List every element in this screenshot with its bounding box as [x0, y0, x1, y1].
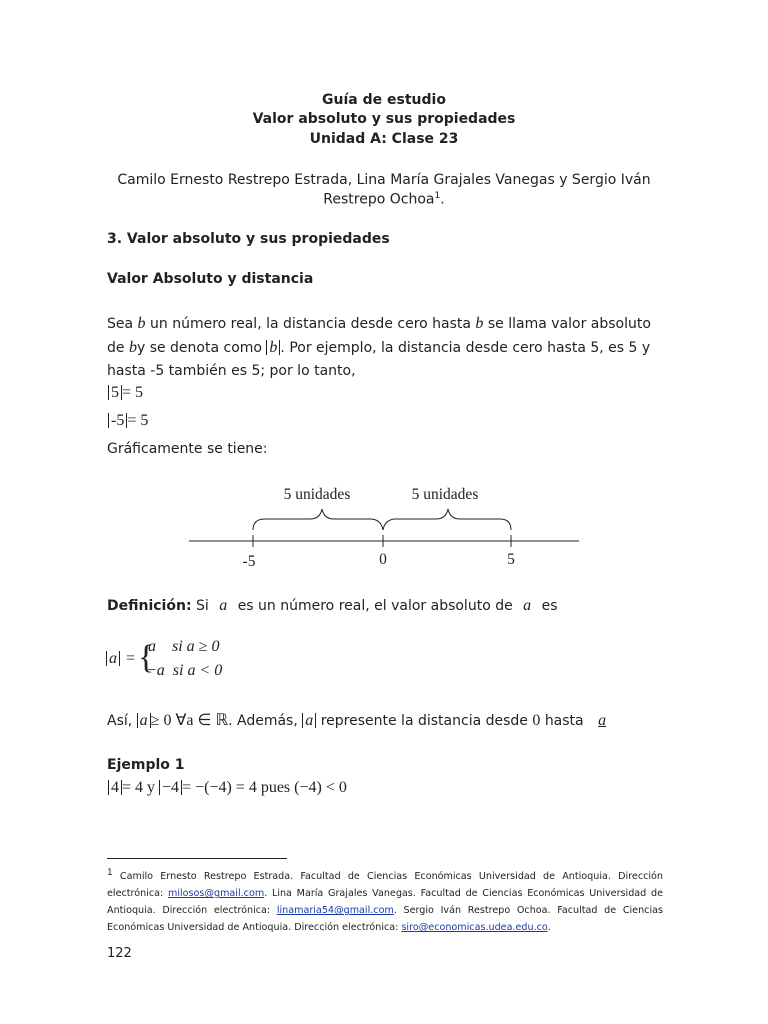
example-title: Ejemplo 1 [107, 757, 185, 773]
brace-left-label: 5 unidades [283, 486, 351, 503]
graph-intro-text: Gráficamente se tiene: [107, 441, 268, 457]
subsection-heading: Valor Absoluto y distancia [107, 271, 314, 287]
page-number: 122 [107, 946, 132, 961]
footnote-ref[interactable]: 1 [434, 191, 441, 201]
number-line-figure [180, 478, 590, 574]
doc-subtitle: Valor absoluto y sus propiedades [252, 111, 516, 127]
email-link-linamaria[interactable]: linamaria54@gmail.com [276, 905, 394, 917]
abs-b: b [266, 340, 280, 355]
brace-right-label: 5 unidades [411, 486, 479, 503]
definition-line: Definición: Si a es un número real, el valor absoluto de a es [107, 597, 558, 614]
equation-abs-neg5: -5 = 5 [108, 412, 148, 430]
brace-right [383, 509, 511, 530]
email-link-siro[interactable]: siro@economicas.udea.edu.co [401, 922, 548, 934]
definition-formula: a = { a si a ≥ 0 −a si a < 0 [106, 638, 306, 682]
footnote-separator [107, 858, 287, 859]
email-link-milosos[interactable]: milosos@gmail.com [167, 888, 265, 900]
authors-line1: Camilo Ernesto Restrepo Estrada, Lina María Grajales Vanegas y Sergio Iván [117, 172, 651, 188]
tick-label-neg5: -5 [242, 553, 256, 570]
property-line: Así, a ≥ 0 ∀a ∈ ℝ. Además, a represente la distancia desde 0 hasta a [107, 712, 607, 729]
footnote: $^1$ Camilo Ernesto Restrepo Estrada. Facultad de Ciencias Económicas Universidad de Antioquia. Dirección electrónica: milosos@gmail.com. Lina María Grajales Vanegas. Facultad de Ciencias Económicas Universidad de Antioquia. Dirección electrónica: linamaria54@gmail.com. Sergio Iván Restrepo Ochoa. Facultad de Ciencias Económicas Universidad de Antioquia. Dirección electrónica: siro@economicas.udea.edu.co. [107, 868, 663, 934]
section-heading: 3. Valor absoluto y sus propiedades [107, 231, 390, 247]
var-b: b [475, 315, 484, 332]
authors-name-end: Restrepo Ochoa [323, 191, 435, 208]
authors-period: . [440, 191, 445, 208]
footnote-mark: 1 [107, 868, 113, 878]
brace-left [253, 509, 383, 530]
equation-abs-5: 5 = 5 [108, 384, 143, 402]
example-equation: 4 = 4 y −4 = −(−4) = 4 pues (−4) < 0 [108, 779, 347, 797]
doc-title: Guía de estudio [322, 92, 446, 108]
intro-paragraph: Sea b un número real, la distancia desde cero hasta b se llama valor absoluto de by se denota como b . Por ejemplo, la distancia desde cero hasta 5, es 5 y hasta -5 también es 5; por lo tanto, [107, 315, 651, 379]
authors-line2 [0, 191, 768, 208]
var-b: b [128, 339, 137, 356]
tick-label-5: 5 [507, 551, 515, 568]
var-b: b [137, 315, 146, 332]
doc-unit: Unidad A: Clase 23 [309, 131, 459, 147]
tick-label-0: 0 [379, 551, 387, 568]
definition-label: Definición: [107, 598, 192, 614]
